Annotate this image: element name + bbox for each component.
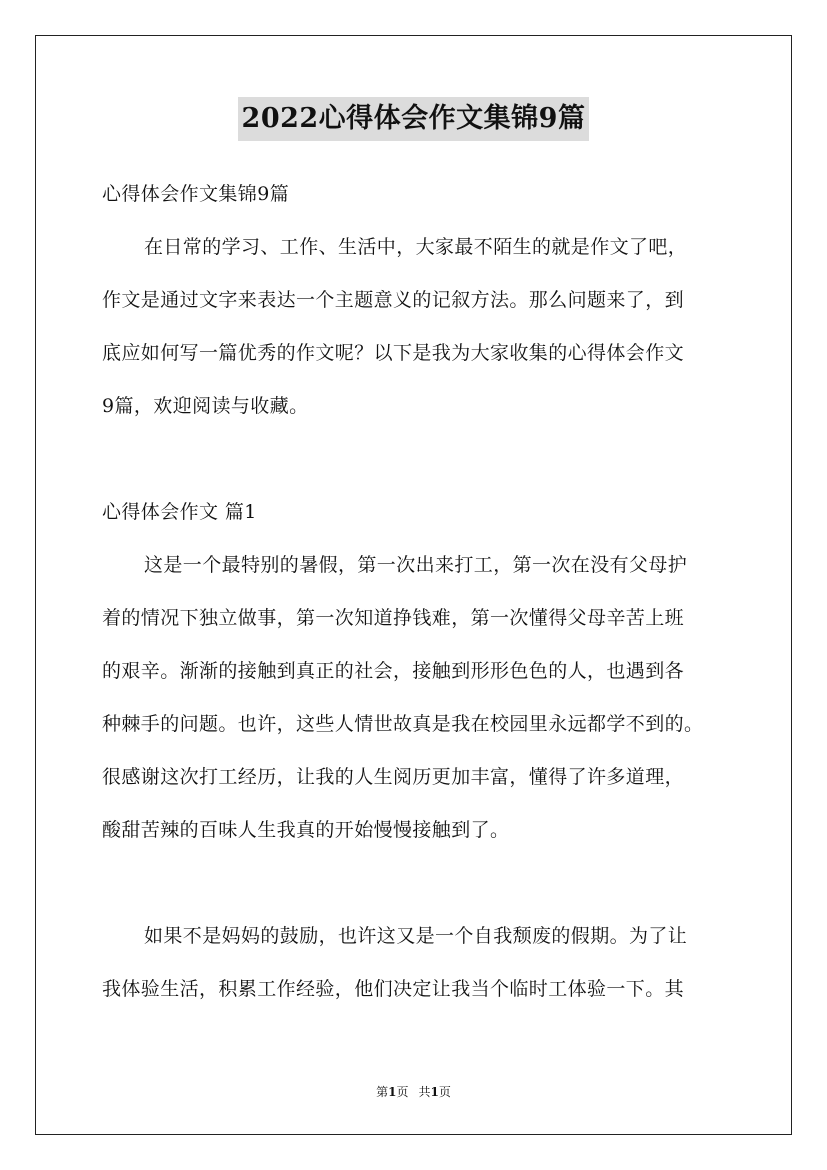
paragraph-gap bbox=[102, 433, 730, 486]
section-heading bbox=[102, 168, 730, 221]
paragraph-line: 在日常的学习、工作、生活中，大家最不陌生的就是作文了吧， bbox=[144, 236, 688, 258]
page-footer bbox=[0, 1082, 827, 1102]
heading-text: 心得体会作文 篇1 bbox=[102, 501, 257, 523]
page-label-suffix: 页 bbox=[396, 1085, 409, 1099]
paragraph-line: 这是一个最特别的暑假，第一次出来打工，第一次在没有父母护 bbox=[144, 554, 688, 576]
paragraph-line: 的艰辛。渐渐的接触到真正的社会，接触到形形色色的人，也遇到各 bbox=[102, 660, 685, 682]
page-label-prefix: 第 bbox=[376, 1085, 389, 1099]
paragraph-line: 酸甜苦辣的百味人生我真的开始慢慢接触到了。 bbox=[102, 819, 510, 841]
paragraph-gap bbox=[102, 857, 730, 910]
paragraph-line: 作文是通过文字来表达一个主题意义的记叙方法。那么问题来了，到 bbox=[102, 289, 685, 311]
paragraph-line: 着的情况下独立做事，第一次知道挣钱难，第一次懂得父母辛苦上班 bbox=[102, 607, 685, 629]
paragraph-line: 底应如何写一篇优秀的作文呢？以下是我为大家收集的心得体会作文 bbox=[102, 342, 685, 364]
paragraph bbox=[102, 539, 730, 857]
paragraph bbox=[102, 910, 730, 1016]
section-heading bbox=[102, 486, 730, 539]
paragraph-line: 如果不是妈妈的鼓励，也许这又是一个自我颓废的假期。为了让 bbox=[144, 925, 688, 947]
paragraph bbox=[102, 221, 730, 433]
document-title: 2022心得体会作文集锦9篇 bbox=[238, 97, 590, 141]
document-body bbox=[102, 168, 730, 1016]
title-container bbox=[0, 97, 827, 141]
paragraph-line: 种棘手的问题。也许，这些人情世故真是我在校园里永远都学不到的。 bbox=[102, 713, 704, 735]
total-label-prefix: 共 bbox=[418, 1085, 431, 1099]
total-label-suffix: 页 bbox=[438, 1085, 451, 1099]
heading-text: 心得体会作文集锦9篇 bbox=[102, 183, 290, 205]
paragraph-line: 9篇，欢迎阅读与收藏。 bbox=[102, 395, 309, 417]
total-pages: 1 bbox=[430, 1085, 439, 1099]
page-number: 1 bbox=[388, 1085, 397, 1099]
paragraph-line: 很感谢这次打工经历，让我的人生阅历更加丰富，懂得了许多道理， bbox=[102, 766, 685, 788]
paragraph-line: 我体验生活，积累工作经验，他们决定让我当个临时工体验一下。其 bbox=[102, 978, 685, 1000]
